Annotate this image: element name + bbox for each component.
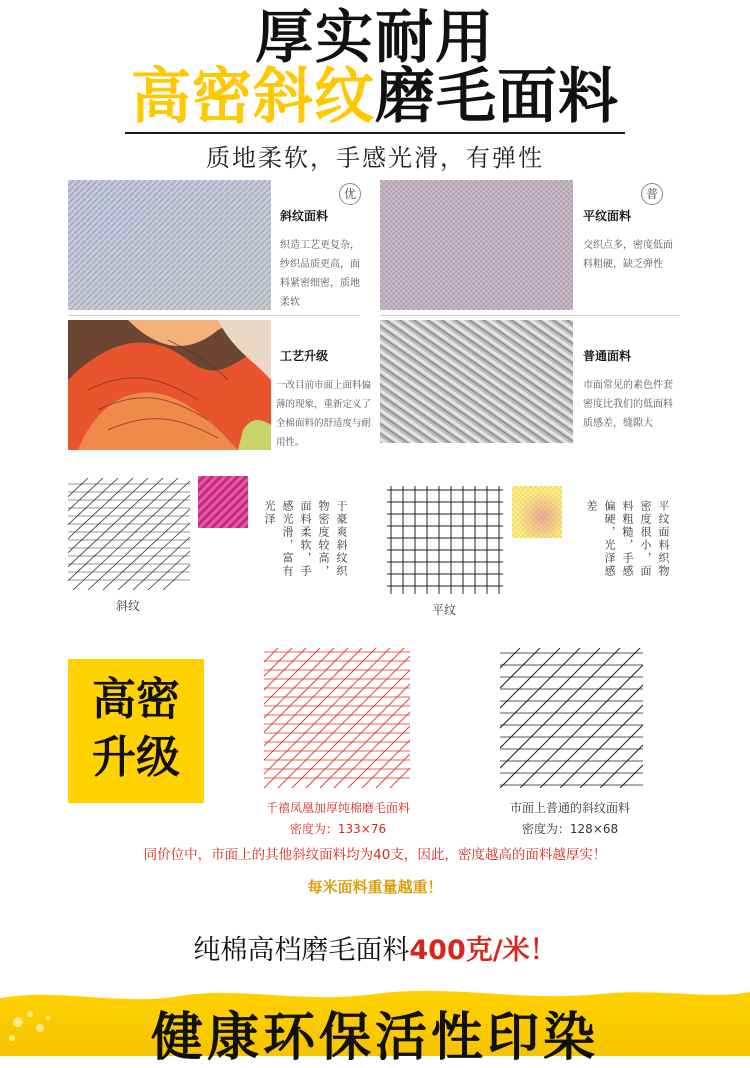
vertical-text-line: 密度很小，面 [639,500,652,578]
plain-swatch-image [512,486,562,538]
section-divider [68,315,360,316]
quality-badge-icon: 优 [339,183,361,205]
upgrade-label-line1: 高密 [92,674,180,725]
vertical-text-line: 偏硬，光泽感 [603,500,616,578]
upgrade-label-line2: 升级 [92,732,180,783]
ordinary-description: 市面常见的素色件套密度比我们的低面料质感差，缝隙大 [583,380,673,429]
page-title: 厚实耐用 [254,3,495,71]
banner-heading: 健康环保活性印染 [150,1008,599,1068]
twill-caption: 斜纹 [116,599,141,613]
subtitle: 质地柔软，手感光滑，有弹性 [206,144,544,172]
vertical-text-line: 平纹面料织物 [657,500,670,578]
twill-weave-diagram [68,478,190,590]
ordinary-badge-icon: 普 [641,183,663,205]
vertical-text-line: 面料柔软，手 [299,500,312,578]
twill-vertical-text [262,500,348,600]
ordinary-title: 普通面料 [583,349,632,363]
craft-title: 工艺升级 [280,349,329,363]
weight-note: 每米面料重量越重！ [307,878,443,896]
headline-banner [125,64,625,134]
plain-caption: 平纹 [432,603,457,617]
weight-value: 400克/米！ [409,935,557,966]
density-note: 同价位中，市面上的其他斜纹面料均为40支，因此，密度越高的面料越厚实！ [143,847,607,863]
vertical-text-line: 于豪爽斜纹织 [335,500,348,578]
plain-description: 交织点多，密度低面料粗硬，缺乏弹性 [583,240,673,270]
vertical-text-line: 光泽 [263,500,276,526]
plain-vertical-text [584,500,670,600]
twill-description: 织造工艺更复杂，纱织品质更高，面料紧密细密，质地柔软 [280,240,360,308]
twill-title: 斜纹面料 [280,209,329,223]
plain-weave-diagram [387,486,503,594]
market-fabric-density: 密度为：128×68 [521,822,619,836]
plain-title: 平纹面料 [583,209,632,223]
twill-swatch-image [198,476,248,528]
twill-fabric-image [68,180,271,310]
vertical-text-line: 物密度较高， [317,500,330,578]
vertical-text-line: 感光滑，富有 [281,500,294,578]
vertical-text-line: 差 [585,500,598,513]
ordinary-fabric-image [380,320,573,443]
vertical-text-line: 料粗糙，手感 [621,500,634,578]
upgrade-label [68,659,204,787]
headline-underline [125,132,625,134]
printed-fabric-image [68,320,271,450]
market-fabric-name: 市面上普通的斜纹面料 [509,801,630,815]
ours-fabric-density: 密度为：133×76 [289,822,387,836]
weight-prefix: 纯棉高档磨毛面料 [193,935,410,966]
weight-statement [0,928,750,967]
headline-rest: 磨毛面料 [375,62,619,132]
headline-highlight: 高密斜纹 [131,62,375,132]
craft-description: 一改目前市面上面料偏薄的现象，重新定义了全棉面料的舒适度与耐用性。 [276,380,372,448]
upgrade-label-box [68,659,204,803]
ours-fabric-name: 千禧凤凰加厚纯棉磨毛面料 [265,801,410,815]
plain-fabric-image [380,180,573,310]
market-density-diagram [500,648,643,788]
section-divider [380,315,680,316]
ours-density-diagram [264,648,410,788]
headline-text [125,64,625,130]
